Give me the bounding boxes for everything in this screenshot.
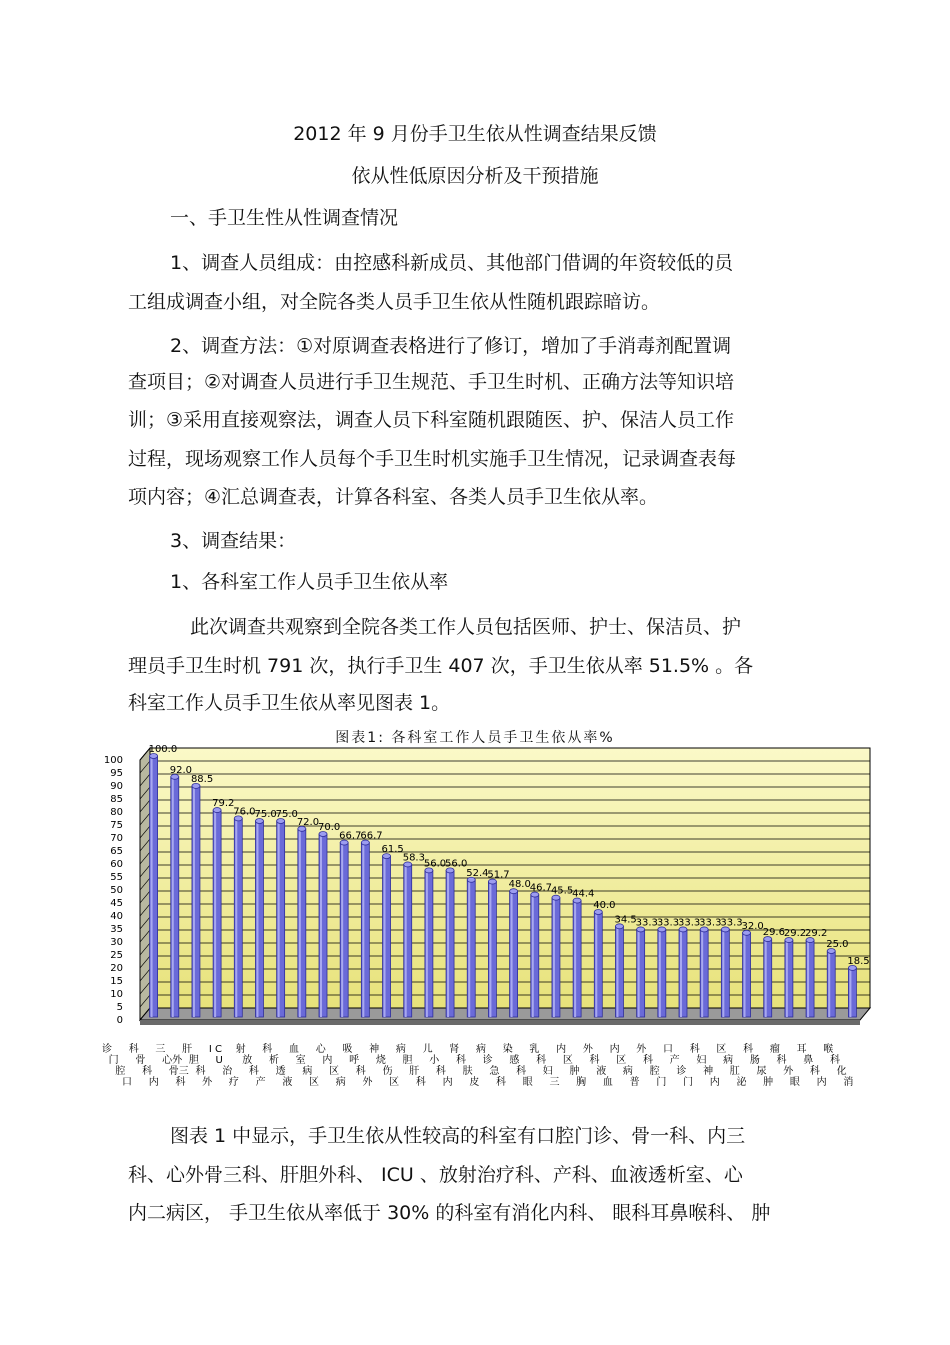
bar — [277, 819, 285, 1018]
para-1-line-2: 工组成调查小组，对全院各类人员手卫生依从性随机跟踪暗访。 — [128, 291, 661, 313]
category-label: 区 — [716, 1044, 727, 1055]
y-tick-label: 95 — [110, 768, 123, 779]
bar-value-label: 76.0 — [233, 806, 256, 818]
bar-value-label: 29.2 — [805, 928, 828, 940]
para-2-line-2: 查项目；②对调查人员进行手卫生规范、手卫生时机、正确方法等知识培 — [128, 371, 735, 393]
category-label: 液 — [596, 1066, 607, 1077]
bar-value-label: 33.3 — [699, 917, 722, 929]
category-label: 科 — [128, 1044, 139, 1055]
bar-highlight — [405, 864, 407, 1017]
category-label: 科 — [536, 1055, 547, 1066]
category-label: 内 — [609, 1044, 620, 1055]
category-label: 胆 — [188, 1055, 199, 1066]
category-label: 区 — [389, 1077, 400, 1088]
category-label: 诊 — [482, 1055, 493, 1066]
category-label: 鼻 — [803, 1055, 814, 1066]
category-label: 血 — [602, 1077, 613, 1088]
bar — [467, 877, 475, 1017]
category-label: 内 — [816, 1077, 827, 1088]
para-5-line-1: 此次调查共观察到全院各类工作人员包括医师、护士、保洁员、护 — [190, 616, 742, 638]
y-tick-label: 55 — [110, 872, 123, 883]
bar-value-label: 61.5 — [381, 844, 404, 856]
bar-highlight — [278, 821, 280, 1017]
bar-highlight — [299, 829, 301, 1017]
y-tick-label: 30 — [110, 937, 123, 948]
category-label: 产 — [255, 1077, 266, 1088]
y-tick-label: 20 — [110, 963, 123, 974]
bar-value-label: 75.0 — [275, 809, 298, 820]
y-tick-label: 35 — [110, 924, 123, 935]
y-tick-label: 15 — [110, 976, 123, 987]
bar-value-label: 72.0 — [296, 816, 320, 828]
category-label: 科 — [455, 1055, 466, 1066]
bar — [510, 889, 518, 1017]
plot-area — [140, 748, 870, 1025]
bar-value-label: 29.2 — [783, 928, 807, 940]
bar — [848, 965, 856, 1017]
bar-value-label: 48.0 — [508, 879, 531, 891]
y-axis — [104, 755, 123, 1026]
bar-highlight — [235, 818, 237, 1017]
category-label: 病 — [395, 1044, 406, 1055]
bar-value-label: 70.0 — [318, 822, 341, 833]
bar-highlight — [256, 821, 258, 1017]
category-label: 科 — [355, 1066, 366, 1077]
para-2-line-4: 过程，现场观察工作人员每个手卫生时机实施手卫生情况，记录调查表每 — [128, 448, 737, 470]
category-label: 区 — [616, 1055, 627, 1066]
category-label: 泌 — [736, 1077, 747, 1088]
bar-highlight — [489, 882, 491, 1017]
bar-value-label: 34.5 — [614, 914, 637, 926]
bar — [785, 938, 793, 1017]
category-label: 科 — [262, 1044, 273, 1055]
category-label: 喉 — [823, 1044, 834, 1055]
category-label: 内 — [322, 1055, 333, 1066]
category-label: 射 — [235, 1044, 246, 1055]
bar-highlight — [426, 870, 428, 1017]
category-label: 科 — [248, 1066, 259, 1077]
doc-title-1: 2012 年 9 月份手卫生依从性调查结果反馈 — [293, 123, 657, 145]
category-label: U — [215, 1055, 223, 1066]
category-label: 门 — [108, 1055, 119, 1066]
bar-highlight — [701, 929, 703, 1017]
category-label: 肠 — [749, 1055, 760, 1066]
y-tick-label: 90 — [110, 781, 123, 792]
category-label: 化 — [836, 1066, 847, 1077]
bar — [743, 930, 751, 1017]
category-label: 诊 — [676, 1066, 687, 1077]
bar-chart — [90, 744, 880, 1115]
bar — [637, 927, 645, 1017]
y-tick-label: 45 — [110, 898, 123, 909]
bar-value-label: 66.7 — [360, 830, 383, 842]
bar-highlight — [595, 912, 597, 1017]
para-6-line-3: 内二病区， 手卫生依从率低于 30% 的科室有消化内科、 眼科耳鼻喉科、 肿 — [128, 1202, 771, 1224]
category-label: I C — [208, 1044, 222, 1055]
bar-highlight — [341, 843, 343, 1017]
category-label: 科 — [776, 1055, 787, 1066]
category-label: 骨三 — [168, 1066, 189, 1077]
bar — [827, 949, 835, 1018]
bar — [255, 819, 263, 1018]
bar-highlight — [214, 810, 216, 1017]
bar — [552, 895, 560, 1017]
para-2-line-5: 项内容；④汇总调查表，计算各科室、各类人员手卫生依从率。 — [128, 486, 659, 508]
bar-value-label: 66.7 — [339, 830, 362, 842]
category-label: 口 — [122, 1077, 133, 1088]
y-tick-label: 25 — [110, 950, 123, 961]
category-label: 口 — [663, 1044, 673, 1055]
category-label: 科 — [516, 1066, 527, 1077]
category-label: 科 — [435, 1066, 446, 1077]
plot-floor-edge — [140, 1020, 860, 1025]
para-6-line-2: 科、心外骨三科、肝胆外科、 ICU 、放射治疗科、产科、血液透析室、心 — [128, 1164, 743, 1186]
bar-value-label: 25.0 — [826, 939, 849, 950]
category-label: 析 — [268, 1055, 279, 1066]
category-label: 内 — [556, 1044, 567, 1055]
bar-value-label: 32.0 — [741, 920, 764, 932]
para-2-line-3: 训；③采用直接观察法，调查人员下科室随机跟随医、护、保洁人员工作 — [128, 409, 735, 431]
category-label: 诊 — [102, 1044, 112, 1055]
para-5-line-3: 科室工作人员手卫生依从率见图表 1。 — [128, 692, 451, 714]
bar-value-label: 51.7 — [487, 869, 510, 881]
bar-value-label: 40.0 — [593, 900, 616, 911]
category-label: 科 — [195, 1066, 206, 1077]
bar — [488, 879, 496, 1017]
category-label: 放 — [242, 1055, 253, 1066]
category-label: 科 — [415, 1077, 426, 1088]
category-label: 科 — [829, 1055, 840, 1066]
category-label: 胆 — [402, 1055, 413, 1066]
bar — [213, 808, 221, 1017]
bar-highlight — [616, 926, 618, 1017]
category-label: 妇 — [542, 1066, 553, 1077]
category-label: 消 — [843, 1077, 854, 1088]
bar-highlight — [362, 843, 364, 1017]
section-heading-1: 一、手卫生性从性调查情况 — [170, 207, 399, 229]
category-label: 区 — [562, 1055, 573, 1066]
category-label: 外 — [783, 1066, 794, 1077]
category-label: 科 — [689, 1044, 700, 1055]
bar-highlight — [765, 939, 767, 1017]
plot-floor — [140, 1008, 870, 1020]
category-label: 科 — [589, 1055, 600, 1066]
bar — [531, 892, 539, 1017]
category-label: 腔 — [115, 1066, 126, 1077]
category-label: 肝 — [409, 1066, 420, 1077]
bar — [764, 937, 772, 1017]
bar-highlight — [553, 898, 555, 1017]
category-label: 疗 — [228, 1077, 239, 1088]
bar — [721, 927, 729, 1017]
category-label: 外 — [582, 1044, 593, 1055]
doc-title-2: 依从性低原因分析及干预措施 — [351, 165, 599, 187]
bar-highlight — [722, 929, 724, 1017]
bar — [658, 927, 666, 1017]
category-label: 病 — [335, 1077, 346, 1088]
category-label: 透 — [275, 1066, 286, 1077]
category-label: 科 — [809, 1066, 820, 1077]
category-label: 内 — [442, 1077, 453, 1088]
bar-value-label: 33.3 — [678, 917, 701, 929]
category-label: 外 — [362, 1077, 373, 1088]
bar-value-label: 45.5 — [550, 885, 574, 897]
bar — [446, 868, 454, 1017]
category-label: 科 — [496, 1077, 507, 1088]
bar-value-label: 56.0 — [445, 858, 468, 870]
bar-highlight — [447, 870, 449, 1017]
category-label: 区 — [329, 1066, 340, 1077]
category-label: 小 — [429, 1055, 440, 1066]
category-label: 病 — [302, 1066, 313, 1077]
category-label: 肝 — [182, 1044, 193, 1055]
bar-value-label: 88.5 — [190, 773, 214, 785]
bar-highlight — [828, 951, 830, 1017]
category-label: 感 — [509, 1055, 520, 1066]
y-tick-label: 100 — [103, 755, 123, 766]
bar-value-label: 100.0 — [148, 744, 178, 755]
y-tick-label: 70 — [110, 833, 123, 844]
bar-highlight — [468, 880, 470, 1017]
category-label: 肤 — [462, 1066, 473, 1077]
category-label: 腔 — [649, 1066, 660, 1077]
bar-highlight — [574, 901, 576, 1017]
bar-highlight — [786, 940, 788, 1017]
bar — [615, 924, 623, 1017]
category-label: 产 — [669, 1055, 680, 1066]
category-label: 心外 — [162, 1055, 183, 1066]
bar-value-label: 33.3 — [720, 917, 743, 929]
category-label: 耳 — [796, 1044, 807, 1055]
category-label: 瘤 — [769, 1044, 780, 1055]
bar-value-label: 29.6 — [762, 927, 785, 939]
category-label: 三 — [155, 1044, 166, 1055]
category-label: 呼 — [349, 1055, 360, 1066]
para-5-line-2: 理员手卫生时机 791 次，执行手卫生 407 次，手卫生依从率 51.5% 。各 — [128, 655, 754, 677]
category-label: 肿 — [569, 1066, 580, 1077]
para-6-line-1: 图表 1 中显示，手卫生依从性较高的科室有口腔门诊、骨一科、内三 — [170, 1125, 746, 1147]
category-label: 肿 — [763, 1077, 774, 1088]
category-label: 尿 — [756, 1066, 767, 1077]
bar-highlight — [172, 777, 174, 1017]
y-tick-label: 50 — [110, 885, 123, 896]
category-label: 急 — [489, 1066, 500, 1077]
para-4: 1、各科室工作人员手卫生依从率 — [170, 571, 449, 593]
bar — [192, 783, 200, 1017]
category-label: 治 — [222, 1066, 233, 1077]
bar-value-label: 18.5 — [847, 955, 870, 967]
category-label: 病 — [622, 1066, 633, 1077]
category-label: 眼 — [789, 1077, 800, 1088]
category-label: 外 — [202, 1077, 213, 1088]
bar-highlight — [151, 756, 153, 1017]
category-label: 科 — [175, 1077, 186, 1088]
para-3: 3、调查结果： — [170, 530, 297, 552]
bar — [171, 774, 179, 1017]
category-label: 液 — [282, 1077, 293, 1088]
bar-highlight — [320, 834, 322, 1017]
bar-value-label: 33.3 — [635, 917, 658, 929]
para-1-line-1: 1、调查人员组成：由控感科新成员、其他部门借调的年资较低的员 — [170, 252, 734, 274]
category-label: 三 — [549, 1077, 560, 1088]
bar — [594, 910, 602, 1018]
bar-highlight — [849, 968, 851, 1017]
category-label: 肛 — [729, 1066, 740, 1077]
category-label: 肾 — [449, 1044, 460, 1055]
bar-value-label: 79.2 — [212, 798, 235, 810]
category-label: 妇 — [696, 1055, 707, 1066]
bar-value-label: 44.4 — [572, 888, 595, 900]
bar-highlight — [638, 929, 640, 1017]
category-label: 儿 — [422, 1044, 433, 1055]
category-label: 内 — [709, 1077, 720, 1088]
category-label: 内 — [148, 1077, 159, 1088]
category-label: 神 — [369, 1044, 380, 1055]
bar — [679, 927, 687, 1017]
y-tick-label: 75 — [110, 820, 123, 831]
bar-value-label: 56.0 — [423, 858, 447, 870]
bar — [298, 826, 306, 1017]
bar-value-label: 58.3 — [402, 852, 425, 864]
bar-highlight — [532, 895, 534, 1017]
bar — [573, 898, 581, 1017]
bar — [806, 938, 814, 1017]
category-label: 皮 — [469, 1077, 480, 1088]
bar — [361, 840, 369, 1017]
category-label: 区 — [309, 1077, 320, 1088]
category-label: 科 — [743, 1044, 754, 1055]
bar-value-label: 52.4 — [466, 867, 489, 879]
category-label: 神 — [703, 1066, 714, 1077]
y-tick-label: 5 — [116, 1002, 123, 1013]
category-label: 烧 — [375, 1055, 386, 1066]
category-label: 科 — [642, 1055, 653, 1066]
category-label: 外 — [636, 1044, 647, 1055]
category-label: 乳 — [529, 1044, 540, 1055]
category-label: 血 — [289, 1044, 299, 1055]
category-label: 普 — [629, 1077, 640, 1088]
y-tick-label: 80 — [110, 807, 123, 818]
bar — [425, 868, 433, 1017]
category-label: 科 — [142, 1066, 153, 1077]
y-tick-label: 0 — [116, 1015, 123, 1026]
bar — [383, 854, 391, 1017]
bar-value-label: 75.0 — [254, 809, 277, 820]
category-label: 骨 — [135, 1055, 146, 1066]
y-tick-label: 40 — [110, 911, 123, 922]
y-tick-label: 10 — [110, 989, 123, 1000]
bar — [404, 862, 412, 1017]
bar-value-label: 46.7 — [529, 882, 553, 894]
bar-highlight — [511, 891, 513, 1017]
y-tick-label: 85 — [110, 794, 123, 805]
category-label: 染 — [502, 1044, 513, 1055]
category-label: 眼 — [522, 1077, 533, 1088]
bar-highlight — [807, 940, 809, 1017]
category-label: 室 — [295, 1055, 306, 1066]
category-label: 门 — [683, 1077, 694, 1088]
bar — [319, 832, 327, 1018]
y-tick-label: 65 — [110, 846, 123, 857]
bar — [700, 927, 708, 1017]
bar-highlight — [744, 933, 746, 1017]
bar — [150, 754, 158, 1018]
category-label: 胸 — [576, 1077, 587, 1088]
category-label: 吸 — [342, 1044, 353, 1055]
category-label: 心 — [315, 1044, 326, 1055]
bar — [340, 840, 348, 1017]
para-2-line-1: 2、调查方法：①对原调查表格进行了修订，增加了手消毒剂配置调 — [170, 335, 732, 357]
bar-highlight — [193, 786, 195, 1017]
y-tick-label: 60 — [110, 859, 123, 870]
category-label: 伤 — [382, 1066, 393, 1077]
bar-highlight — [384, 856, 386, 1017]
bar-value-label: 33.3 — [656, 917, 680, 929]
category-labels — [102, 1042, 853, 1088]
bar — [234, 816, 242, 1017]
bar-value-label: 92.0 — [169, 764, 193, 776]
category-label: 病 — [476, 1044, 486, 1055]
bar-highlight — [659, 929, 661, 1017]
category-label: 门 — [656, 1077, 667, 1088]
category-label: 病 — [723, 1055, 734, 1066]
chart-title: 图表1: 各科室工作人员手卫生依从率% — [335, 730, 615, 746]
bar-highlight — [680, 929, 682, 1017]
